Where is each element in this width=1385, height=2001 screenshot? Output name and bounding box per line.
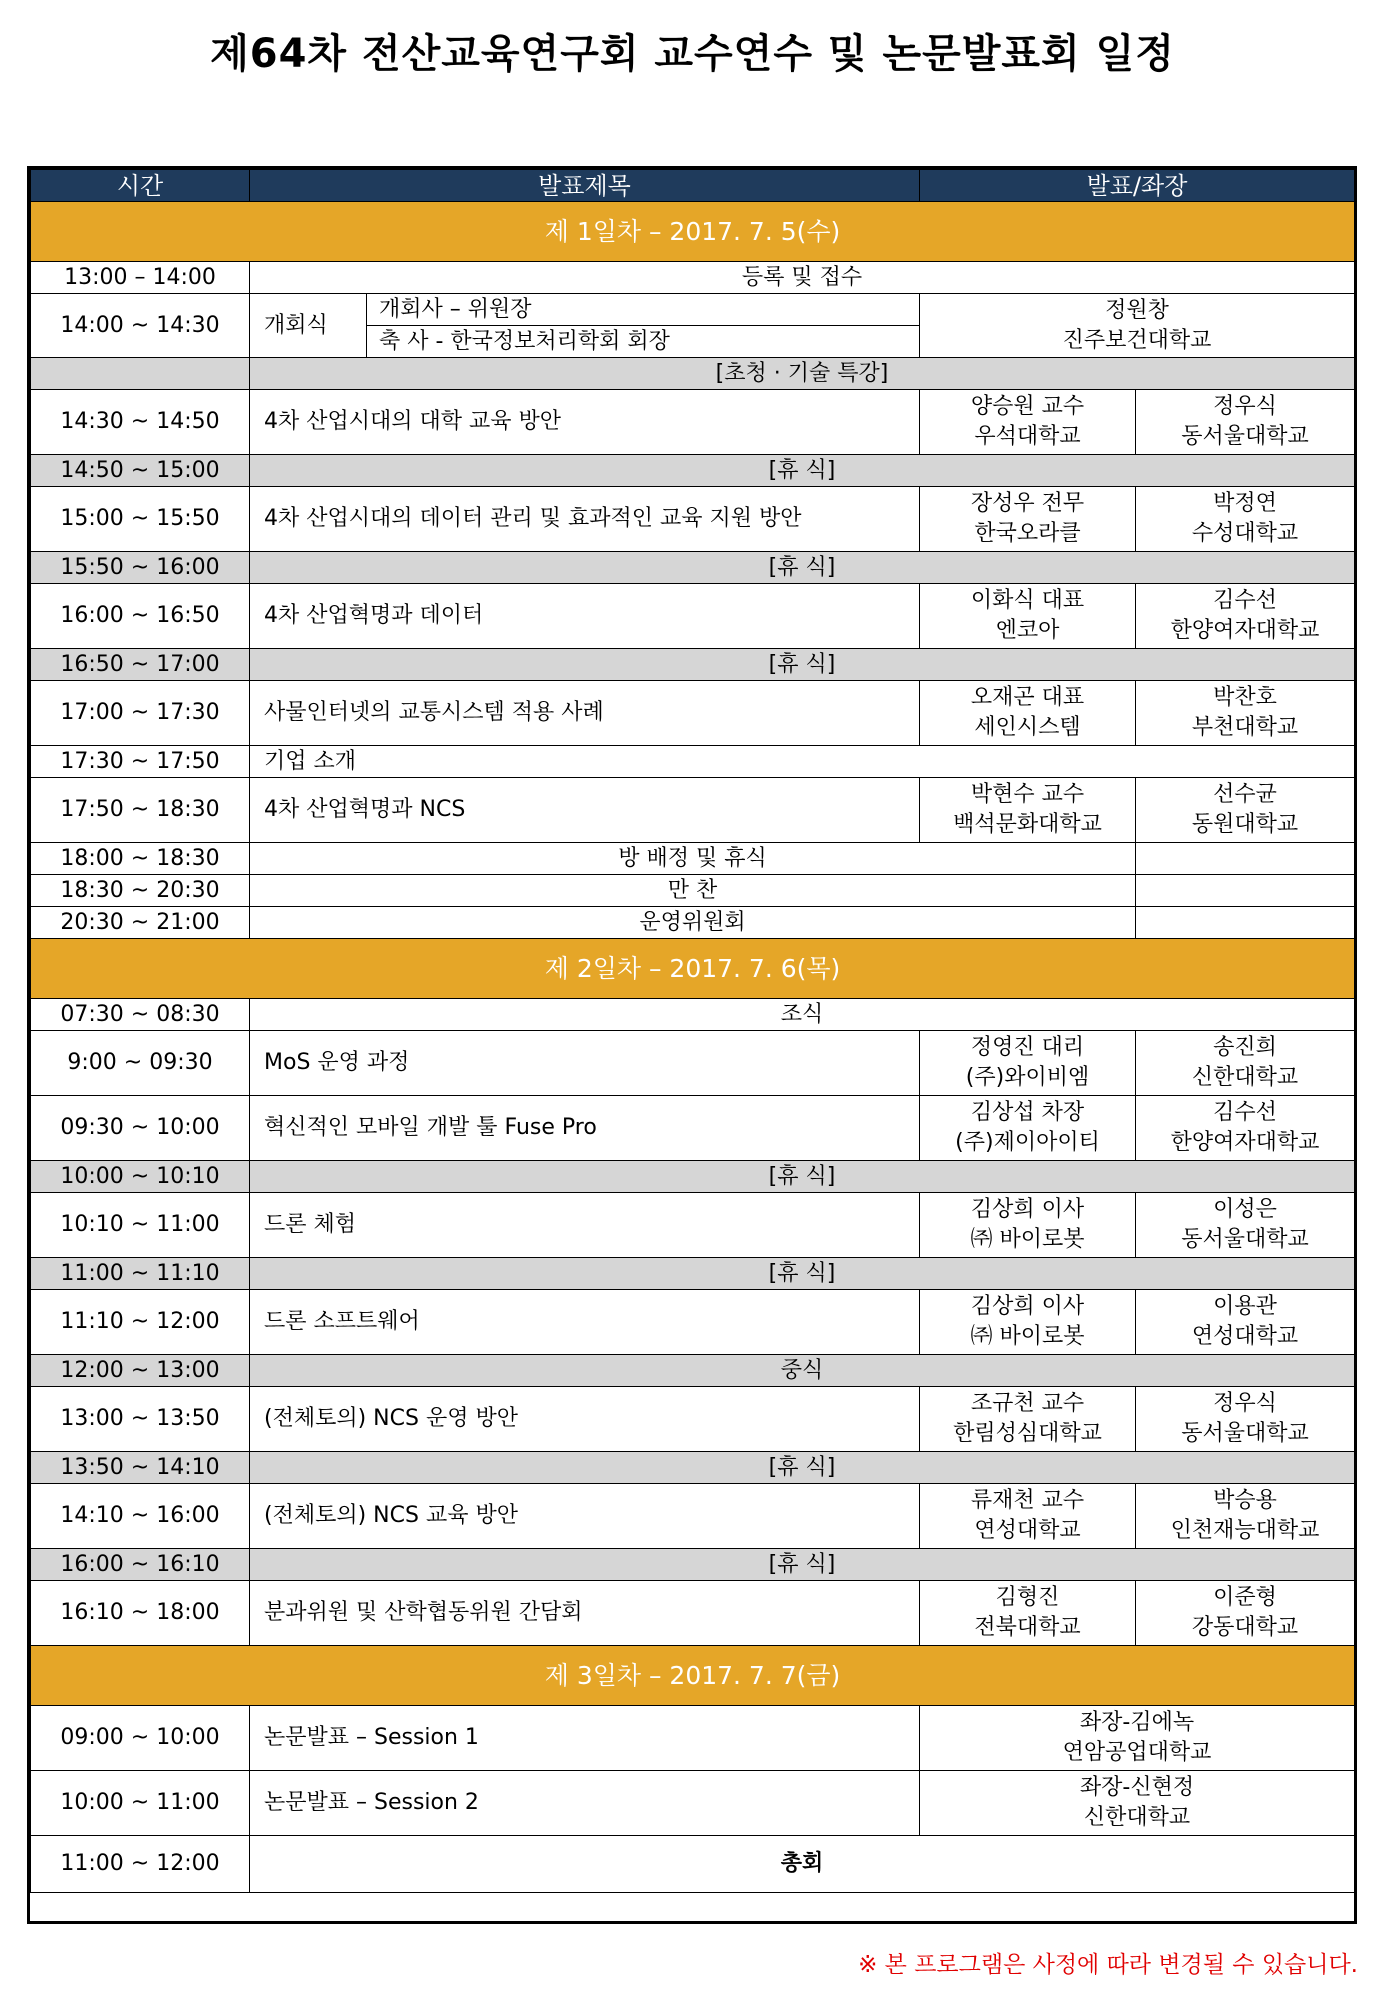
break-cell: [휴 식] [250, 1549, 1355, 1581]
title-cell: (전체토의) NCS 교육 방안 [250, 1484, 920, 1549]
time-cell: 15:00 ~ 15:50 [31, 487, 250, 552]
day1-label: 제 1일차 – 2017. 7. 5(수) [31, 202, 1355, 262]
break-cell: [휴 식] [250, 1161, 1355, 1193]
table-row [31, 649, 1355, 681]
event-cell: 만 찬 [250, 875, 1136, 907]
page-title: 제64차 전산교육연구회 교수연수 및 논문발표회 일정 [210, 31, 1175, 77]
time-cell: 10:00 ~ 11:00 [31, 1771, 250, 1836]
schedule-table [27, 166, 1357, 1924]
time-cell: 13:00 ~ 13:50 [31, 1387, 250, 1452]
chair-name: 이성은 [1213, 1197, 1277, 1222]
presenter-cell [920, 1096, 1136, 1161]
title-cell: 드론 체험 [250, 1193, 920, 1258]
day-band [31, 202, 1355, 262]
presenter-name: 이화식 대표 [970, 588, 1085, 613]
presenter-cell [920, 1031, 1136, 1096]
time-cell: 13:50 ~ 14:10 [31, 1452, 250, 1484]
time-cell: 17:50 ~ 18:30 [31, 778, 250, 843]
chair-affiliation: 한양여자대학교 [1170, 1130, 1320, 1155]
presenter-affiliation: (주)와이비엠 [965, 1065, 1090, 1090]
table-row [31, 294, 1355, 326]
time-cell: 9:00 ~ 09:30 [31, 1031, 250, 1096]
time-cell: 10:10 ~ 11:00 [31, 1193, 250, 1258]
chair-cell [1136, 1581, 1355, 1646]
presenter-cell [920, 1290, 1136, 1355]
item-cell: 개회사 – 위원장 [367, 294, 920, 326]
table-row [31, 1161, 1355, 1193]
time-cell: 11:10 ~ 12:00 [31, 1290, 250, 1355]
time-cell [31, 358, 250, 390]
header-time: 시간 [31, 170, 250, 202]
time-cell: 14:10 ~ 16:00 [31, 1484, 250, 1549]
chair-name: 김수선 [1213, 588, 1277, 613]
chair-cell [1136, 778, 1355, 843]
title-cell: 기업 소개 [250, 746, 1355, 778]
presenter-cell [920, 1387, 1136, 1452]
chair-cell [1136, 1387, 1355, 1452]
chair-name: 선수균 [1213, 782, 1277, 807]
table-row [31, 1706, 1355, 1771]
chair-affiliation: 인천재능대학교 [1170, 1518, 1320, 1543]
time-cell: 07:30 ~ 08:30 [31, 999, 250, 1031]
title-cell: 4차 산업혁명과 NCS [250, 778, 920, 843]
table-row [31, 1355, 1355, 1387]
title-cell: MoS 운영 과정 [250, 1031, 920, 1096]
presenter-name: 조규천 교수 [970, 1391, 1085, 1416]
chair-cell [920, 294, 1355, 358]
chair-name: 정우식 [1213, 394, 1277, 419]
break-cell: [휴 식] [250, 649, 1355, 681]
chair-name: 정원창 [1105, 297, 1169, 323]
time-cell: 13:00 – 14:00 [31, 262, 250, 294]
presenter-name: 김상희 이사 [970, 1197, 1085, 1222]
table-row [31, 907, 1355, 939]
presenter-name: 김상섭 차장 [970, 1100, 1085, 1125]
header-row [31, 170, 1355, 202]
chair-name: 송진희 [1213, 1035, 1277, 1060]
chair-affiliation: 연암공업대학교 [1062, 1740, 1212, 1765]
time-cell: 11:00 ~ 12:00 [31, 1836, 250, 1893]
chair-name: 김수선 [1213, 1100, 1277, 1125]
chair-cell [1136, 1031, 1355, 1096]
time-cell: 16:10 ~ 18:00 [31, 1581, 250, 1646]
time-cell: 14:00 ~ 14:30 [31, 294, 250, 358]
time-cell: 16:00 ~ 16:50 [31, 584, 250, 649]
time-cell: 11:00 ~ 11:10 [31, 1258, 250, 1290]
chair-cell [1136, 681, 1355, 746]
chair-cell [1136, 390, 1355, 455]
table-row [31, 584, 1355, 649]
table-row [31, 1387, 1355, 1452]
chair-affiliation: 연성대학교 [1191, 1324, 1299, 1349]
chair-cell [1136, 1193, 1355, 1258]
table-row [31, 875, 1355, 907]
time-cell: 18:30 ~ 20:30 [31, 875, 250, 907]
table-row [31, 1031, 1355, 1096]
presenter-affiliation: 세인시스템 [974, 715, 1081, 740]
empty-cell [1136, 875, 1355, 907]
presenter-name: 정영진 대리 [970, 1035, 1085, 1060]
chair-cell [1136, 1096, 1355, 1161]
table-row [31, 552, 1355, 584]
event-cell: 총회 [250, 1836, 1355, 1893]
presenter-affiliation: 한국오라클 [974, 521, 1081, 546]
chair-cell [1136, 1290, 1355, 1355]
presenter-cell [920, 487, 1136, 552]
time-cell: 14:50 ~ 15:00 [31, 455, 250, 487]
time-cell: 17:30 ~ 17:50 [31, 746, 250, 778]
table-row [31, 1484, 1355, 1549]
chair-name: 좌장-신현정 [1079, 1775, 1195, 1800]
title-cell: 논문발표 – Session 1 [250, 1706, 920, 1771]
time-cell: 20:30 ~ 21:00 [31, 907, 250, 939]
presenter-name: 장성우 전무 [970, 491, 1085, 516]
chair-name: 좌장-김에녹 [1079, 1710, 1195, 1735]
day-band [31, 939, 1355, 999]
chair-name: 박찬호 [1213, 685, 1277, 710]
chair-cell [920, 1771, 1355, 1836]
title-cell: 4차 산업시대의 대학 교육 방안 [250, 390, 920, 455]
chair-affiliation: 동서울대학교 [1181, 424, 1309, 449]
presenter-affiliation: 전북대학교 [974, 1615, 1081, 1640]
presenter-cell [920, 1484, 1136, 1549]
break-cell: [휴 식] [250, 455, 1355, 487]
table-row [31, 487, 1355, 552]
time-cell: 10:00 ~ 10:10 [31, 1161, 250, 1193]
chair-name: 정우식 [1213, 1391, 1277, 1416]
chair-affiliation: 신한대학교 [1083, 1805, 1191, 1830]
title-cell: 분과위원 및 산학협동위원 간담회 [250, 1581, 920, 1646]
presenter-name: 김형진 [995, 1585, 1060, 1610]
title-cell: 혁신적인 모바일 개발 툴 Fuse Pro [250, 1096, 920, 1161]
presenter-affiliation: ㈜ 바이로봇 [970, 1324, 1085, 1349]
time-cell: 09:30 ~ 10:00 [31, 1096, 250, 1161]
section-cell: [초청 · 기술 특강] [250, 358, 1355, 390]
time-cell: 17:00 ~ 17:30 [31, 681, 250, 746]
day-band [31, 1646, 1355, 1706]
category-cell: 개회식 [250, 294, 367, 358]
presenter-name: 류재천 교수 [970, 1488, 1085, 1513]
chair-name: 이용관 [1213, 1294, 1277, 1319]
time-cell: 16:50 ~ 17:00 [31, 649, 250, 681]
title-cell: 논문발표 – Session 2 [250, 1771, 920, 1836]
chair-cell [1136, 1484, 1355, 1549]
presenter-affiliation: (주)제이아이티 [955, 1130, 1100, 1155]
chair-cell [920, 1706, 1355, 1771]
time-cell: 15:50 ~ 16:00 [31, 552, 250, 584]
table-row [31, 358, 1355, 390]
chair-affiliation: 신한대학교 [1191, 1065, 1299, 1090]
title-cell: 4차 산업시대의 데이터 관리 및 효과적인 교육 지원 방안 [250, 487, 920, 552]
presenter-cell [920, 390, 1136, 455]
chair-name: 박정연 [1213, 491, 1277, 516]
break-cell: [휴 식] [250, 552, 1355, 584]
meal-cell: 중식 [250, 1355, 1355, 1387]
chair-affiliation: 수성대학교 [1191, 521, 1299, 546]
time-cell: 14:30 ~ 14:50 [31, 390, 250, 455]
break-cell: [휴 식] [250, 1452, 1355, 1484]
item-cell: 축 사 - 한국정보처리학회 회장 [367, 326, 920, 358]
event-cell: 조식 [250, 999, 1355, 1031]
chair-cell [1136, 584, 1355, 649]
chair-affiliation: 동서울대학교 [1181, 1421, 1309, 1446]
chair-affiliation: 한양여자대학교 [1170, 618, 1320, 643]
presenter-cell [920, 1581, 1136, 1646]
table-row [31, 999, 1355, 1031]
table-row [31, 1771, 1355, 1836]
table-row [31, 746, 1355, 778]
presenter-cell [920, 681, 1136, 746]
presenter-name: 오재곤 대표 [970, 685, 1085, 710]
footnote: ※ 본 프로그램은 사정에 따라 변경될 수 있습니다. [858, 1952, 1358, 1978]
chair-name: 박승용 [1213, 1488, 1277, 1513]
day3-label: 제 3일차 – 2017. 7. 7(금) [31, 1646, 1355, 1706]
presenter-affiliation: 우석대학교 [974, 424, 1081, 449]
empty-cell [1136, 907, 1355, 939]
chair-affiliation: 강동대학교 [1191, 1615, 1299, 1640]
title-cell: 드론 소프트웨어 [250, 1290, 920, 1355]
presenter-cell [920, 1193, 1136, 1258]
time-cell: 16:00 ~ 16:10 [31, 1549, 250, 1581]
title-cell: 사물인터넷의 교통시스템 적용 사례 [250, 681, 920, 746]
table-row [31, 1096, 1355, 1161]
chair-affiliation: 동서울대학교 [1181, 1227, 1309, 1252]
table-row [31, 1452, 1355, 1484]
presenter-name: 김상희 이사 [970, 1294, 1085, 1319]
presenter-name: 박현수 교수 [970, 782, 1085, 807]
presenter-cell [920, 778, 1136, 843]
time-cell: 12:00 ~ 13:00 [31, 1355, 250, 1387]
title-cell: 4차 산업혁명과 데이터 [250, 584, 920, 649]
table-row [31, 1258, 1355, 1290]
time-cell: 09:00 ~ 10:00 [31, 1706, 250, 1771]
day2-label: 제 2일차 – 2017. 7. 6(목) [31, 939, 1355, 999]
break-cell: [휴 식] [250, 1258, 1355, 1290]
presenter-affiliation: 엔코아 [995, 618, 1060, 643]
table-row [31, 262, 1355, 294]
presenter-name: 양승원 교수 [970, 394, 1085, 419]
chair-affiliation: 진주보건대학교 [1062, 327, 1212, 353]
table-row [31, 1836, 1355, 1893]
title-cell: (전체토의) NCS 운영 방안 [250, 1387, 920, 1452]
table-row [31, 843, 1355, 875]
chair-name: 이준형 [1213, 1585, 1277, 1610]
chair-cell [1136, 487, 1355, 552]
presenter-affiliation: 백석문화대학교 [953, 812, 1102, 837]
table-row [31, 1549, 1355, 1581]
event-cell: 방 배정 및 휴식 [250, 843, 1136, 875]
empty-cell [1136, 843, 1355, 875]
table-row [31, 681, 1355, 746]
table-row [31, 390, 1355, 455]
event-cell: 등록 및 접수 [250, 262, 1355, 294]
chair-affiliation: 부천대학교 [1191, 715, 1299, 740]
table-row [31, 1581, 1355, 1646]
event-cell: 운영위원회 [250, 907, 1136, 939]
chair-affiliation: 동원대학교 [1191, 812, 1299, 837]
header-topic: 발표제목 [250, 170, 920, 202]
table-row [31, 778, 1355, 843]
presenter-affiliation: ㈜ 바이로봇 [970, 1227, 1085, 1252]
presenter-cell [920, 584, 1136, 649]
time-cell: 18:00 ~ 18:30 [31, 843, 250, 875]
table-row [31, 455, 1355, 487]
table-row [31, 1193, 1355, 1258]
presenter-affiliation: 한림성심대학교 [953, 1421, 1102, 1446]
table-row [31, 1290, 1355, 1355]
presenter-affiliation: 연성대학교 [974, 1518, 1081, 1543]
header-presenter: 발표/좌장 [920, 170, 1355, 202]
